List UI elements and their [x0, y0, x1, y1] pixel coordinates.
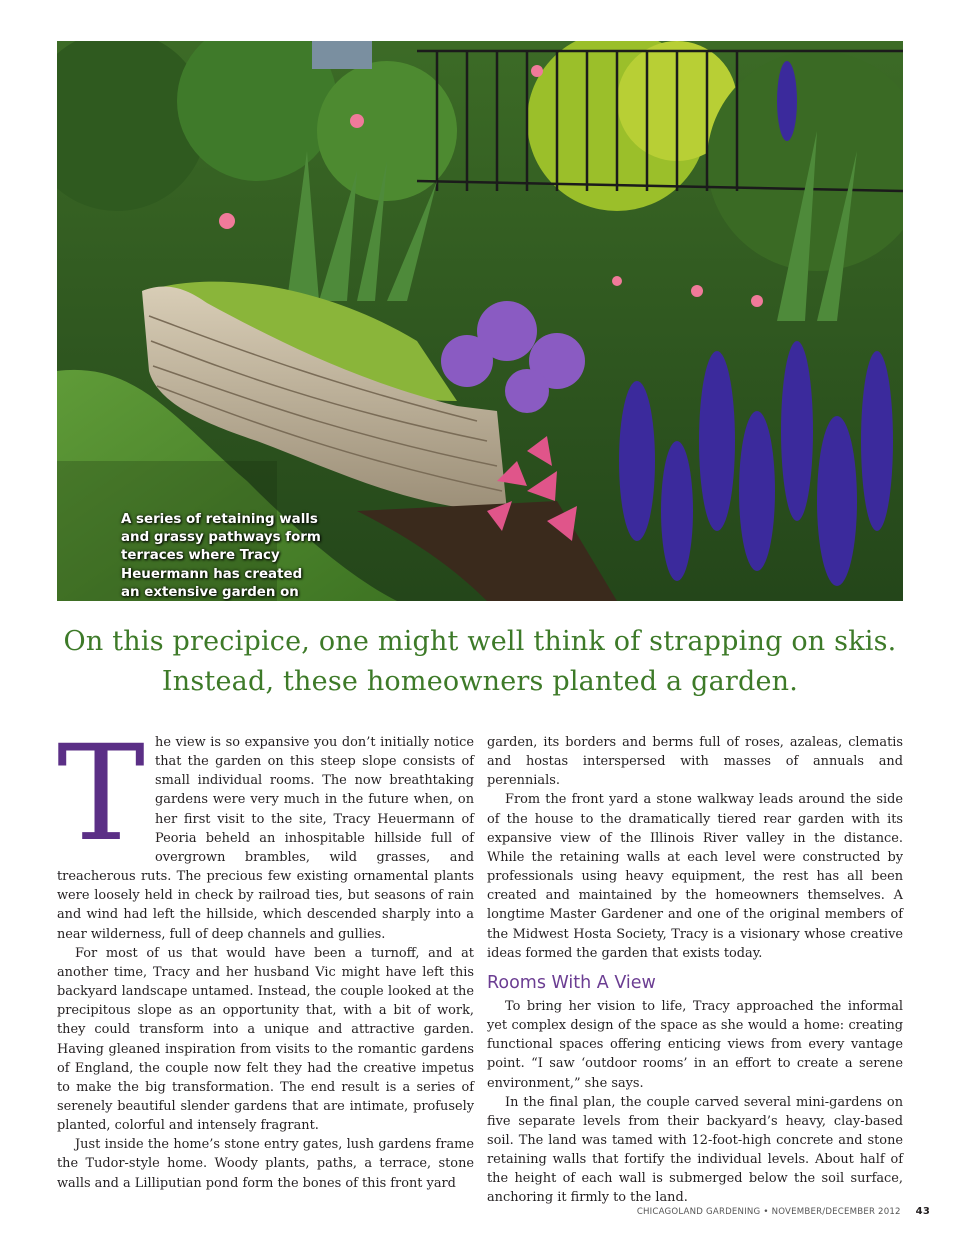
article-paragraph-3: Just inside the home’s stone entry gates, lush gardens frame the Tudor-style home. Woody plants, paths, a terrace, stone walls and a Lilliputian pond form the bones of this front yard	[57, 1137, 474, 1191]
article-paragraph-1-text: he view is so expansive you don’t initially notice that the garden on this steep slope consists of small individual rooms. The now breathtaking gardens were very much in the future when, on her first visit to the site, Tracy Heuermann of Peoria beheld an inhospitable hillside full of overgrown brambles, wild grasses, and treacherous ruts. The precious few existing ornamental plants were loosely held in check by railroad ties, but seasons of rain and wind had left the hillside, which descended sharply into a near wilderness, full of deep channels and gullies.	[57, 735, 474, 942]
article-paragraph-6: To bring her vision to life, Tracy approached the informal yet complex design of the space as she would a home: creating functional spaces offering enticing views from every vantage point. “I saw ‘outdoor rooms’ in an effort to create a serene environment,” she says.	[487, 998, 903, 1091]
article-paragraph-5: From the front yard a stone walkway leads around the side of the house to the dramatically tiered rear garden with its expansive view of the Illinois River valley in the distance. While the retaining walls at each level were constructed by professionals using heavy equipment, the rest has all been created and maintained by the homeowners themselves. A longtime Master Gardener and one of the original members of the Midwest Hosta Society, Tracy is a visionary whose creative ideas formed the garden that exists today.	[487, 792, 903, 961]
article-paragraph-4: garden, its borders and berms full of roses, azaleas, clematis and hostas interspersed with masses of annuals and perennials.	[487, 735, 903, 789]
footer-separator: •	[763, 1207, 769, 1217]
article-paragraph-1	[57, 717, 474, 944]
photo-caption: A series of retaining walls and grassy pathways form terraces where Tracy Heuermann has created an extensive garden on	[121, 512, 321, 600]
page-number: 43	[915, 1206, 930, 1217]
section-subhead: Rooms With A View	[487, 972, 656, 993]
headline	[57, 622, 903, 702]
garden-photo	[57, 41, 903, 601]
article-paragraph-2: For most of us that would have been a turnoff, and at another time, Tracy and her husband Vic might have left this backyard landscape untamed. Instead, the couple looked at the precipitous slope as an opportunity that, with a bit of work, they could transform into a unique and attractive garden. Having gleaned inspiration from visits to the romantic gardens of England, the couple now felt they had the creative impetus to make the big transformation. The end result is a series of serenely beautiful slender gardens that are intimate, profusely planted, colorful and intensely fragrant.	[57, 945, 474, 1134]
article-paragraph-7: In the final plan, the couple carved several mini-gardens on five separate levels from their backyard’s heavy, clay-based soil. The land was tamed with 12-foot-high concrete and stone retaining walls that fortify the individual levels. About half of the height of each wall is submerged below the soil surface, anchoring it firmly to the land.	[487, 1094, 903, 1206]
headline-line-2: Instead, these homeowners planted a garden.	[161, 666, 799, 697]
headline-line-1: On this precipice, one might well think of strapping on skis.	[63, 626, 897, 657]
footer-issue: NOVEMBER/DECEMBER 2012	[771, 1207, 901, 1217]
footer-publication: CHICAGOLAND GARDENING	[636, 1207, 761, 1217]
article-column-right	[487, 733, 903, 1208]
page-footer	[637, 1206, 930, 1217]
drop-cap: T	[57, 717, 146, 871]
article-column-left	[57, 717, 474, 1193]
